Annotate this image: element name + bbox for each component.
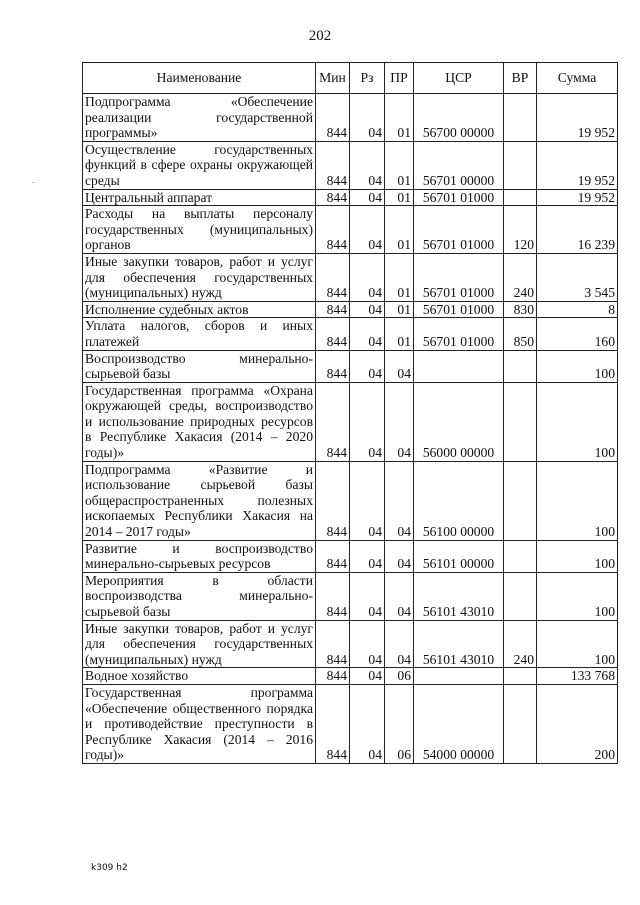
cell-pr: 06 xyxy=(385,668,414,685)
cell-pr: 04 xyxy=(385,540,414,572)
cell-sum: 19 952 xyxy=(537,189,618,206)
cell-pr: 01 xyxy=(385,94,414,142)
cell-pr: 01 xyxy=(385,253,414,301)
header-name: Наименование xyxy=(83,63,316,94)
cell-sum: 160 xyxy=(537,318,618,350)
cell-sum: 100 xyxy=(537,572,618,620)
cell-csr xyxy=(414,350,504,382)
table-row xyxy=(83,189,618,206)
cell-name: Развитие и воспроизводство минерально-сырьевых ресурсов xyxy=(83,540,316,572)
table-body xyxy=(83,94,618,764)
table-row xyxy=(83,318,618,350)
cell-min: 844 xyxy=(316,540,350,572)
cell-sum: 100 xyxy=(537,350,618,382)
cell-sum: 8 xyxy=(537,301,618,318)
cell-pr: 04 xyxy=(385,382,414,461)
cell-csr: 56000 00000 xyxy=(414,382,504,461)
cell-min: 844 xyxy=(316,684,350,763)
cell-csr: 56701 01000 xyxy=(414,189,504,206)
table-row xyxy=(83,540,618,572)
cell-csr: 56101 43010 xyxy=(414,620,504,668)
cell-vr xyxy=(504,572,537,620)
cell-vr: 240 xyxy=(504,253,537,301)
cell-vr xyxy=(504,94,537,142)
cell-csr: 56100 00000 xyxy=(414,461,504,540)
cell-pr: 04 xyxy=(385,461,414,540)
cell-rz: 04 xyxy=(350,540,385,572)
cell-vr: 850 xyxy=(504,318,537,350)
header-min: Мин xyxy=(316,63,350,94)
cell-rz: 04 xyxy=(350,318,385,350)
table-row xyxy=(83,141,618,189)
cell-rz: 04 xyxy=(350,301,385,318)
cell-rz: 04 xyxy=(350,253,385,301)
cell-name: Государственная программа «Охрана окружающей среды, воспроизводство и использование природных ресурсов в Республике Хакасия (2014 – 2020 годы)» xyxy=(83,382,316,461)
cell-sum: 200 xyxy=(537,684,618,763)
cell-rz: 04 xyxy=(350,94,385,142)
cell-name: Иные закупки товаров, работ и услуг для обеспечения государственных (муниципальных) нужд xyxy=(83,253,316,301)
cell-rz: 04 xyxy=(350,461,385,540)
cell-pr: 06 xyxy=(385,684,414,763)
table-row xyxy=(83,253,618,301)
cell-vr xyxy=(504,461,537,540)
cell-min: 844 xyxy=(316,189,350,206)
cell-rz: 04 xyxy=(350,141,385,189)
cell-vr xyxy=(504,540,537,572)
cell-sum: 100 xyxy=(537,461,618,540)
cell-name: Уплата налогов, сборов и иных платежей xyxy=(83,318,316,350)
header-csr: ЦСР xyxy=(414,63,504,94)
table-row xyxy=(83,206,618,254)
cell-name: Подпрограмма «Обеспечение реализации государственной программы» xyxy=(83,94,316,142)
cell-csr: 56701 01000 xyxy=(414,301,504,318)
cell-csr xyxy=(414,668,504,685)
cell-vr xyxy=(504,668,537,685)
cell-pr: 01 xyxy=(385,301,414,318)
cell-sum: 16 239 xyxy=(537,206,618,254)
cell-vr xyxy=(504,189,537,206)
cell-rz: 04 xyxy=(350,189,385,206)
cell-name: Исполнение судебных актов xyxy=(83,301,316,318)
cell-rz: 04 xyxy=(350,382,385,461)
cell-pr: 01 xyxy=(385,206,414,254)
cell-min: 844 xyxy=(316,318,350,350)
header-rz: Рз xyxy=(350,63,385,94)
cell-min: 844 xyxy=(316,141,350,189)
cell-csr: 56701 00000 xyxy=(414,141,504,189)
budget-table xyxy=(82,62,618,764)
cell-sum: 19 952 xyxy=(537,141,618,189)
cell-min: 844 xyxy=(316,382,350,461)
cell-sum: 100 xyxy=(537,382,618,461)
cell-vr: 240 xyxy=(504,620,537,668)
cell-vr: 830 xyxy=(504,301,537,318)
table-row xyxy=(83,620,618,668)
cell-name: Подпрограмма «Развитие и использование сырьевой базы общераспространенных полезных ископаемых Республики Хакасия на 2014 – 2017 годы» xyxy=(83,461,316,540)
cell-name: Водное хозяйство xyxy=(83,668,316,685)
table-row xyxy=(83,668,618,685)
cell-name: Мероприятия в области воспроизводства минерально-сырьевой базы xyxy=(83,572,316,620)
cell-vr xyxy=(504,382,537,461)
page-number: 202 xyxy=(308,28,332,44)
cell-min: 844 xyxy=(316,461,350,540)
table-row xyxy=(83,572,618,620)
cell-vr xyxy=(504,684,537,763)
cell-min: 844 xyxy=(316,206,350,254)
cell-pr: 01 xyxy=(385,318,414,350)
table-row xyxy=(83,684,618,763)
cell-name: Государственная программа «Обеспечение общественного порядка и противодействие преступности в Республике Хакасия (2014 – 2016 годы)» xyxy=(83,684,316,763)
cell-csr: 54000 00000 xyxy=(414,684,504,763)
cell-pr: 04 xyxy=(385,350,414,382)
cell-name: Воспроизводство минерально-сырьевой базы xyxy=(83,350,316,382)
cell-csr: 56101 00000 xyxy=(414,540,504,572)
cell-min: 844 xyxy=(316,572,350,620)
cell-vr xyxy=(504,350,537,382)
cell-min: 844 xyxy=(316,301,350,318)
cell-name: Иные закупки товаров, работ и услуг для обеспечения государственных (муниципальных) нужд xyxy=(83,620,316,668)
cell-csr: 56701 01000 xyxy=(414,318,504,350)
cell-pr: 04 xyxy=(385,620,414,668)
cell-min: 844 xyxy=(316,350,350,382)
header-sum: Сумма xyxy=(537,63,618,94)
cell-min: 844 xyxy=(316,94,350,142)
cell-vr: 120 xyxy=(504,206,537,254)
cell-name: Расходы на выплаты персоналу государственных (муниципальных) органов xyxy=(83,206,316,254)
table-row xyxy=(83,94,618,142)
table-row xyxy=(83,350,618,382)
cell-pr: 01 xyxy=(385,189,414,206)
cell-csr: 56101 43010 xyxy=(414,572,504,620)
cell-csr: 56701 01000 xyxy=(414,206,504,254)
cell-rz: 04 xyxy=(350,684,385,763)
cell-vr xyxy=(504,141,537,189)
cell-pr: 01 xyxy=(385,141,414,189)
cell-sum: 3 545 xyxy=(537,253,618,301)
table-row xyxy=(83,382,618,461)
cell-csr: 56701 01000 xyxy=(414,253,504,301)
cell-name: Центральный аппарат xyxy=(83,189,316,206)
cell-min: 844 xyxy=(316,620,350,668)
cell-rz: 04 xyxy=(350,668,385,685)
cell-sum: 133 768 xyxy=(537,668,618,685)
cell-sum: 100 xyxy=(537,620,618,668)
cell-rz: 04 xyxy=(350,206,385,254)
cell-rz: 04 xyxy=(350,350,385,382)
cell-min: 844 xyxy=(316,668,350,685)
table-header-row xyxy=(83,63,618,94)
footer-code: k309 h2 xyxy=(91,863,128,873)
cell-sum: 19 952 xyxy=(537,94,618,142)
cell-sum: 100 xyxy=(537,540,618,572)
header-vr: ВР xyxy=(504,63,537,94)
cell-rz: 04 xyxy=(350,620,385,668)
cell-min: 844 xyxy=(316,253,350,301)
cell-rz: 04 xyxy=(350,572,385,620)
header-pr: ПР xyxy=(385,63,414,94)
cell-pr: 04 xyxy=(385,572,414,620)
margin-mark: . xyxy=(32,175,35,185)
cell-name: Осуществление государственных функций в сфере охраны окружающей среды xyxy=(83,141,316,189)
table-row xyxy=(83,301,618,318)
cell-csr: 56700 00000 xyxy=(414,94,504,142)
table-row xyxy=(83,461,618,540)
